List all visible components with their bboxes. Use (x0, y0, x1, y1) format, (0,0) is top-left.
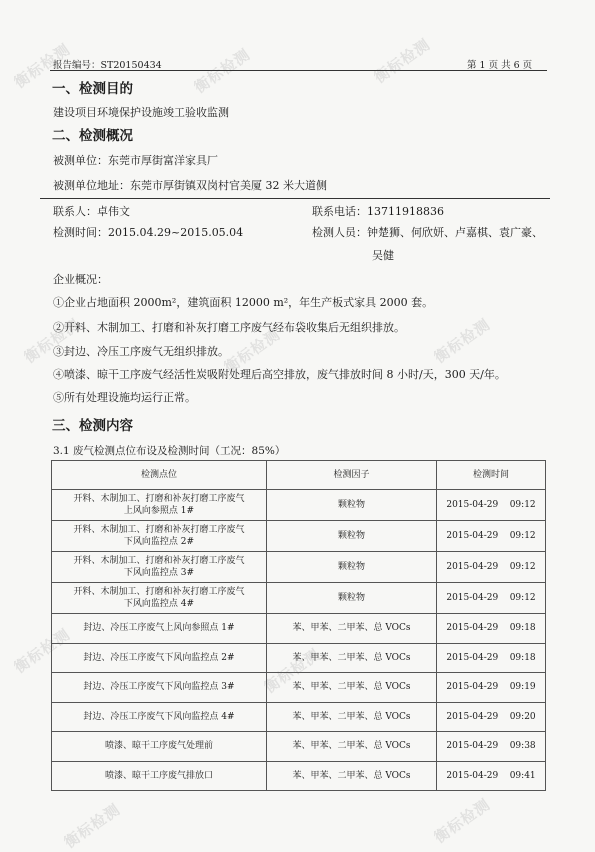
time-cell: 2015-04-29 09:38 (437, 732, 546, 762)
purpose-text: 建设项目环境保护设施竣工验收监测 (53, 106, 229, 119)
table-row (52, 583, 546, 614)
time-cell: 2015-04-29 09:12 (437, 552, 546, 583)
section-title-content: 三、检测内容 (52, 418, 133, 434)
point-cell: 喷漆、晾干工序废气处理前 (52, 732, 267, 762)
page-indicator: 第 1 页 共 6 页 (467, 60, 533, 71)
table-row (52, 490, 546, 521)
table-caption: 3.1 废气检测点位布设及检测时间（工况：85%） (53, 445, 286, 457)
watermark-text: 衡标检测 (430, 795, 494, 847)
watermark-text: 衡标检测 (20, 315, 84, 367)
time-cell: 2015-04-29 09:20 (437, 702, 546, 732)
time-cell: 2015-04-29 09:18 (437, 643, 546, 673)
overview-title: 企业概况： (53, 273, 108, 286)
factor-cell: 苯、甲苯、二甲苯、总 VOCs (267, 702, 437, 732)
time-cell: 2015-04-29 09:12 (437, 521, 546, 552)
factor-cell: 苯、甲苯、二甲苯、总 VOCs (267, 643, 437, 673)
point-cell: 封边、冷压工序废气上风向参照点 1# (52, 614, 267, 644)
factor-cell: 颗粒物 (267, 521, 437, 552)
watermark-text: 衡标检测 (220, 325, 284, 377)
tested-unit-address: 被测单位地址：东莞市厚街镇双岗村官美厦 32 米大道侧 (53, 179, 327, 192)
factor-cell: 苯、甲苯、二甲苯、总 VOCs (267, 761, 437, 791)
point-cell: 封边、冷压工序废气下风向监控点 4# (52, 702, 267, 732)
point-cell: 封边、冷压工序废气下风向监控点 2# (52, 643, 267, 673)
section-title-overview: 二、检测概况 (52, 128, 133, 144)
report-number: 报告编号：ST20150434 (53, 60, 162, 71)
table-row (52, 521, 546, 552)
time-cell: 2015-04-29 09:19 (437, 673, 546, 703)
table-row (52, 761, 546, 791)
watermark-text: 衡标检测 (370, 35, 434, 87)
test-staff-cont: 吴健 (372, 249, 394, 262)
contact-person: 联系人：卓伟文 (53, 205, 130, 218)
point-cell: 开料、木制加工、打磨和补灰打磨工序废气 下风向监控点 4# (52, 583, 267, 614)
point-cell: 封边、冷压工序废气下风向监控点 3# (52, 673, 267, 703)
watermark-text: 衡标检测 (10, 625, 74, 677)
time-cell: 2015-04-29 09:18 (437, 614, 546, 644)
overview-item: ①企业占地面积 2000m²，建筑面积 12000 m²，年生产板式家具 2000 套。 (53, 296, 434, 309)
watermark-text: 衡标检测 (190, 45, 254, 97)
table-row (52, 702, 546, 732)
overview-item: ⑤所有处理设施均运行正常。 (53, 391, 196, 404)
point-cell: 喷漆、晾干工序废气排放口 (52, 761, 267, 791)
header-cell: 检测因子 (267, 461, 437, 490)
table-row (52, 673, 546, 703)
table-row (52, 614, 546, 644)
factor-cell: 颗粒物 (267, 583, 437, 614)
factor-cell: 苯、甲苯、二甲苯、总 VOCs (267, 614, 437, 644)
factor-cell: 颗粒物 (267, 552, 437, 583)
table-row (52, 643, 546, 673)
time-cell: 2015-04-29 09:41 (437, 761, 546, 791)
point-cell: 开料、木制加工、打磨和补灰打磨工序废气 下风向监控点 3# (52, 552, 267, 583)
point-cell: 开料、木制加工、打磨和补灰打磨工序废气 上风向参照点 1# (52, 490, 267, 521)
header-cell: 检测时间 (437, 461, 546, 490)
watermark-text: 衡标检测 (60, 800, 124, 852)
table-header-row (52, 461, 546, 490)
divider-line (40, 198, 550, 199)
watermark-text: 衡标检测 (430, 315, 494, 367)
time-cell: 2015-04-29 09:12 (437, 490, 546, 521)
factor-cell: 苯、甲苯、二甲苯、总 VOCs (267, 673, 437, 703)
watermark-text: 衡标检测 (260, 645, 324, 697)
table-row (52, 732, 546, 762)
tested-unit: 被测单位：东莞市厚街富洋家具厂 (53, 154, 218, 167)
watermark-text: 衡标检测 (10, 40, 74, 92)
factor-cell: 颗粒物 (267, 490, 437, 521)
sampling-table (51, 460, 546, 791)
header-cell: 检测点位 (52, 461, 267, 490)
overview-item: ④喷漆、晾干工序废气经活性炭吸附处理后高空排放，废气排放时间 8 小时/天，300 天/年。 (53, 368, 506, 381)
overview-item: ②开料、木制加工、打磨和补灰打磨工序废气经布袋收集后无组织排放。 (53, 321, 405, 334)
point-cell: 开料、木制加工、打磨和补灰打磨工序废气 下风向监控点 2# (52, 521, 267, 552)
test-period: 检测时间：2015.04.29~2015.05.04 (53, 226, 244, 239)
overview-item: ③封边、冷压工序废气无组织排放。 (53, 345, 229, 358)
header-rule (50, 70, 547, 71)
contact-phone: 联系电话：13711918836 (312, 205, 444, 218)
time-cell: 2015-04-29 09:12 (437, 583, 546, 614)
test-staff: 检测人员：钟楚狮、何欣妍、卢嘉棋、袁广豪、 (312, 226, 543, 239)
section-title-purpose: 一、检测目的 (52, 81, 133, 97)
table-row (52, 552, 546, 583)
factor-cell: 苯、甲苯、二甲苯、总 VOCs (267, 732, 437, 762)
